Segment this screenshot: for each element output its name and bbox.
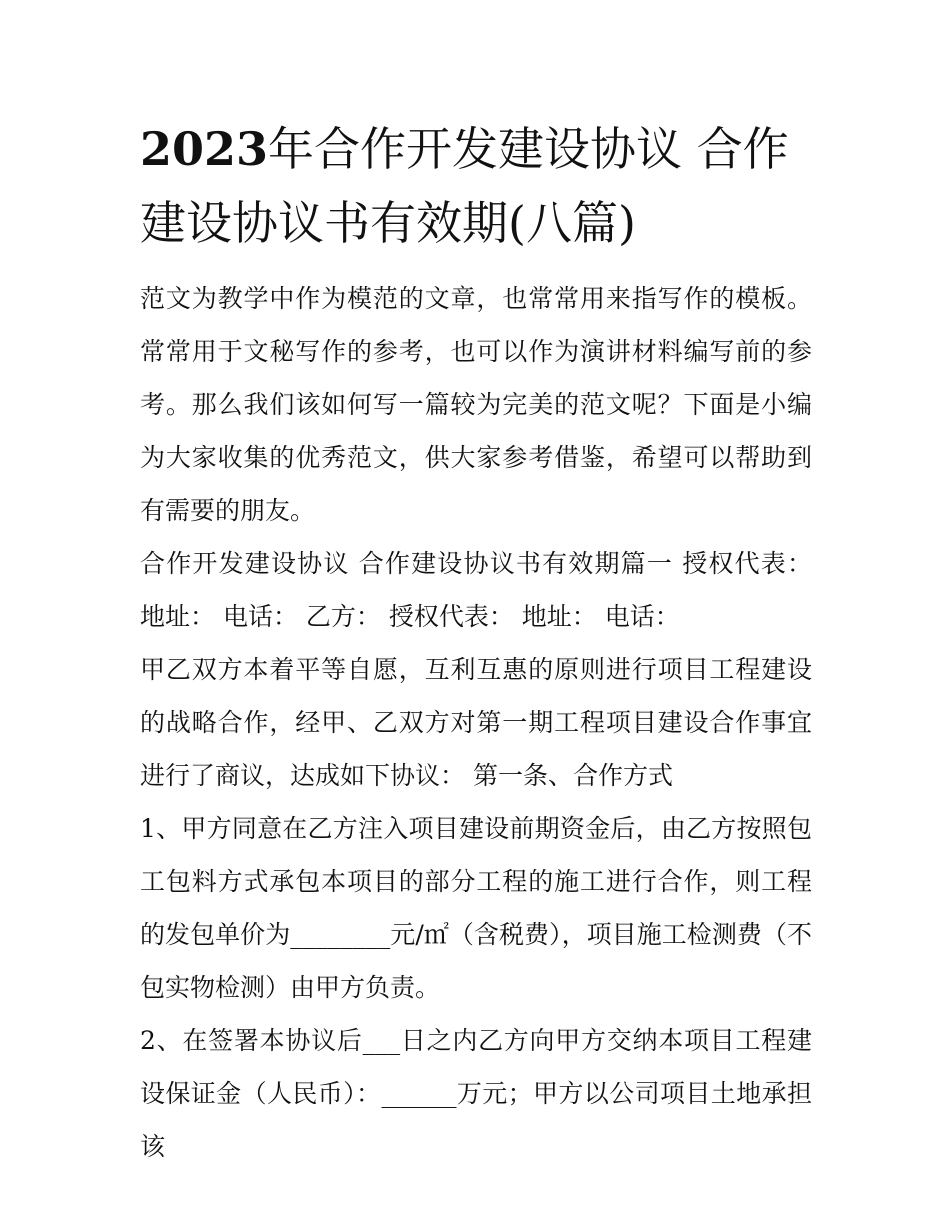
intro-paragraph: 范文为教学中作为模范的文章，也常常用来指写作的模板。常常用于文秘写作的参考，也可以作为演讲材料编写前的参考。那么我们该如何写一篇较为完美的范文呢？下面是小编为大家收集的优秀范文，供大家参考借鉴，希望可以帮助到有需要的朋友。 [140,284,812,525]
parties-paragraph: 合作开发建设协议 合作建设协议书有效期篇一 授权代表： 地址： 电话： 乙方： 授权代表： 地址： 电话： [140,549,812,631]
document-body [140,112,812,1173]
document-title [140,112,812,260]
principle-paragraph: 甲乙双方本着平等自愿，互利互惠的原则进行项目工程建设的战略合作，经甲、乙双方对第一期工程项目建设合作事宜进行了商议，达成如下协议： 第一条、合作方式 [140,655,812,790]
title-text: 年合作开发建设协议 合作建设协议书有效期(八篇) [140,122,789,250]
title-year: 2023 [140,122,269,176]
clause-2-paragraph: 2、在签署本协议后___日之内乙方向甲方交纳本项目工程建设保证金（人民币）：______万元；甲方以公司项目土地承担该 [140,1026,812,1161]
clause-1-paragraph: 1、甲方同意在乙方注入项目建设前期资金后，由乙方按照包工包料方式承包本项目的部分工程的施工进行合作，则工程的发包单价为________元/㎡（含税费），项目施工检测费（不包实物检测）由甲方负责。 [140,814,812,1002]
